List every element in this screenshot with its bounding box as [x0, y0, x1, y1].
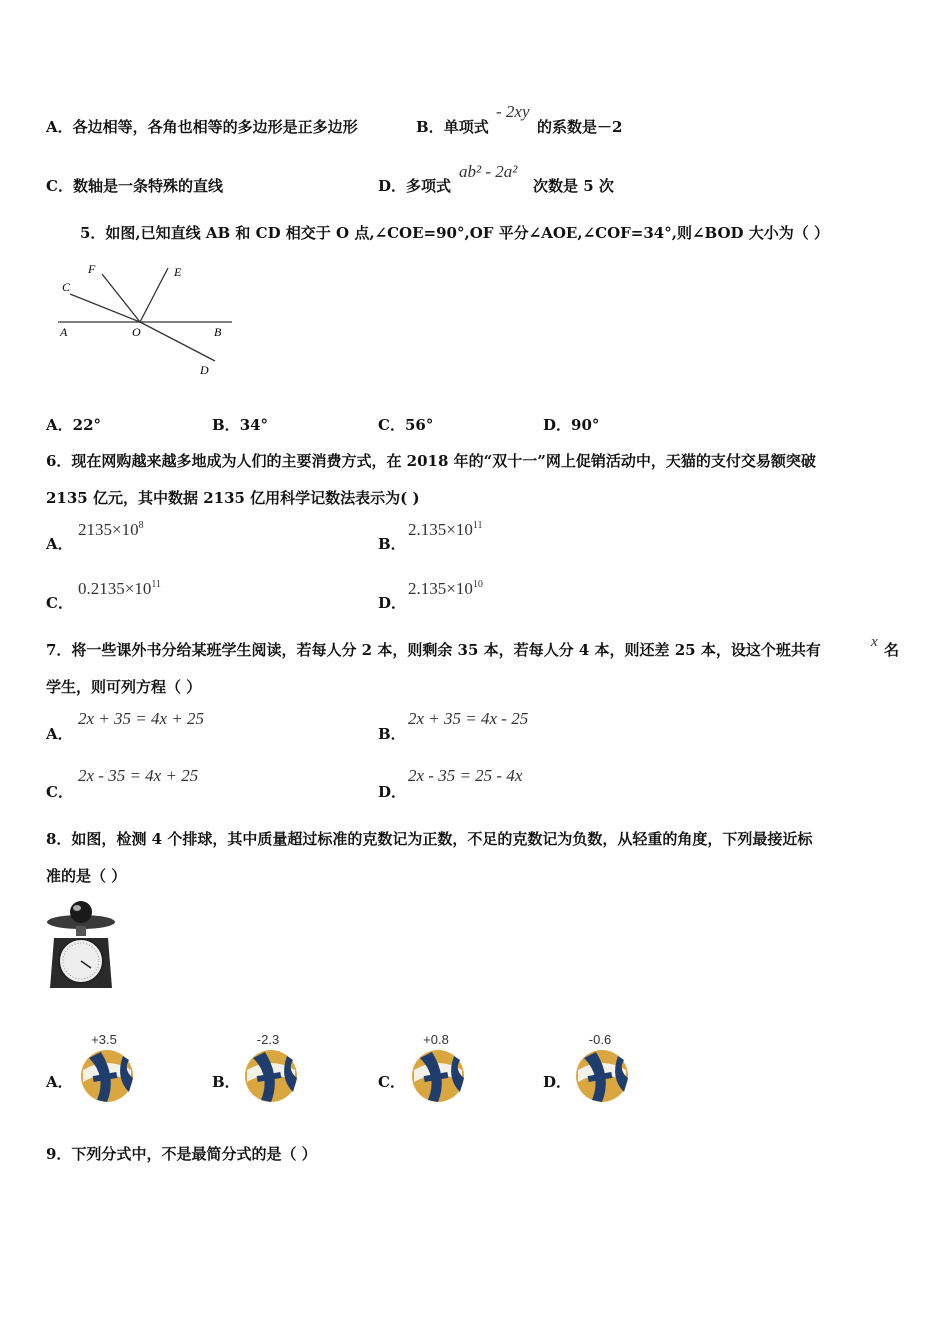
q8-option-d-label: D．: [543, 1073, 572, 1091]
q8-option-c-label: C．: [378, 1073, 405, 1091]
q8-stem-line1: 8．如图，检测 4 个排球，其中质量超过标准的克数记为正数，不足的克数记为负数，从轻重的角度，下列最接近标: [46, 830, 813, 848]
option-text: 数轴是一条特殊的直线: [72, 177, 223, 195]
q8-stem-line2: 准的是（ ）: [46, 867, 127, 885]
q7-option-a-eq: 2x + 35 = 4x + 25: [78, 709, 205, 728]
q8-option-b-value: -2.3: [256, 1032, 280, 1047]
q7-stem-line2: 学生，则可列方程（ ）: [46, 678, 202, 696]
q8-option-a-value: +3.5: [91, 1032, 117, 1047]
q9-stem: 9．下列分式中，不是最简分式的是（ ）: [46, 1145, 317, 1163]
label-a: A: [60, 325, 68, 339]
volleyball-icon: [243, 1048, 299, 1104]
q4-option-c: [46, 175, 223, 196]
q7-option-c-eq: 2x - 35 = 4x + 25: [78, 766, 199, 785]
ray-oe: [140, 268, 168, 322]
q7-variable: x: [871, 634, 878, 650]
q6-option-c-expr: $0.2135\times 10^{11}$: [78, 579, 161, 598]
label-c: C: [62, 280, 71, 294]
q6-option-b-label: B．: [378, 535, 406, 553]
option-label: D．: [378, 177, 407, 195]
volleyball-icon: [574, 1048, 630, 1104]
q7-option-c-label: C．: [46, 783, 73, 801]
option-text: 各边相等，各角也相等的多边形是正多边形: [72, 118, 358, 136]
q7-stem-line1: 7．将一些课外书分给某班学生阅读，若每人分 2 本，则剩余 35 本，若每人分 4 本，则还差 25 本，设这个班共有: [46, 641, 821, 659]
q8-option-a-label: A．: [46, 1073, 73, 1091]
q8-option-c-value: +0.8: [423, 1032, 449, 1047]
q7-option-b-label: B．: [378, 725, 406, 743]
volleyball-icon: [79, 1048, 135, 1104]
q8-option-d-value: -0.6: [588, 1032, 612, 1047]
label-d: D: [200, 363, 209, 377]
q6-option-b-expr: $2.135\times 10^{11}$: [408, 520, 483, 539]
q4-option-d: [378, 175, 451, 196]
label-b: B: [214, 325, 222, 339]
q6-stem-line2: 2135 亿元，其中数据 2135 亿用科学记数法表示为( ): [46, 489, 420, 507]
label-o: O: [132, 325, 141, 339]
q7-option-b-eq: 2x + 35 = 4x - 25: [408, 709, 529, 728]
q5-option-d: D．90°: [543, 416, 600, 434]
option-label: C．: [46, 177, 73, 195]
q5-angle-figure: [50, 258, 240, 378]
q7-option-d-eq: 2x - 35 = 25 - 4x: [408, 766, 523, 785]
q5-option-a: A．22°: [46, 416, 102, 434]
q8-option-b-label: B．: [212, 1073, 240, 1091]
option-pre: 多项式: [406, 177, 452, 195]
option-label: B．: [416, 118, 444, 136]
ray-od: [140, 322, 215, 361]
q6-option-a-label: A．: [46, 535, 73, 553]
q6-option-c-label: C．: [46, 594, 73, 612]
q5-option-b: B．34°: [212, 416, 269, 434]
q7-stem-line1-end: 名: [884, 641, 900, 659]
q6-option-d-label: D．: [378, 594, 407, 612]
scale-image: [44, 898, 118, 994]
q4-option-d-expr: ab² - 2a²: [459, 162, 518, 181]
q4-option-d-post: 次数是 5 次: [533, 177, 614, 195]
q4-option-b: [416, 116, 489, 137]
q7-option-d-label: D．: [378, 783, 407, 801]
label-e: E: [174, 265, 182, 279]
option-pre: 单项式: [443, 118, 489, 136]
q5-stem: 5．如图,已知直线 AB 和 CD 相交于 O 点,∠COE=90°,OF 平分∠AOE,∠COF=34°,则∠BOD 大小为（ ）: [80, 224, 830, 242]
q4-option-a: [46, 116, 358, 137]
volleyball-icon: [410, 1048, 466, 1104]
q6-option-d-expr: $2.135\times 10^{10}$: [408, 579, 483, 598]
q7-option-a-label: A．: [46, 725, 73, 743]
label-f: F: [88, 262, 96, 276]
q4-option-b-post: 的系数是－2: [537, 118, 623, 136]
option-label: A．: [46, 118, 73, 136]
q5-option-c: C．56°: [378, 416, 434, 434]
q6-stem-line1: 6．现在网购越来越多地成为人们的主要消费方式，在 2018 年的“双十一”网上促销活动中，天猫的支付交易额突破: [46, 452, 816, 470]
q6-option-a-expr: $2135\times 10^8$: [78, 520, 144, 539]
q4-option-b-expr: - 2xy: [496, 102, 530, 121]
